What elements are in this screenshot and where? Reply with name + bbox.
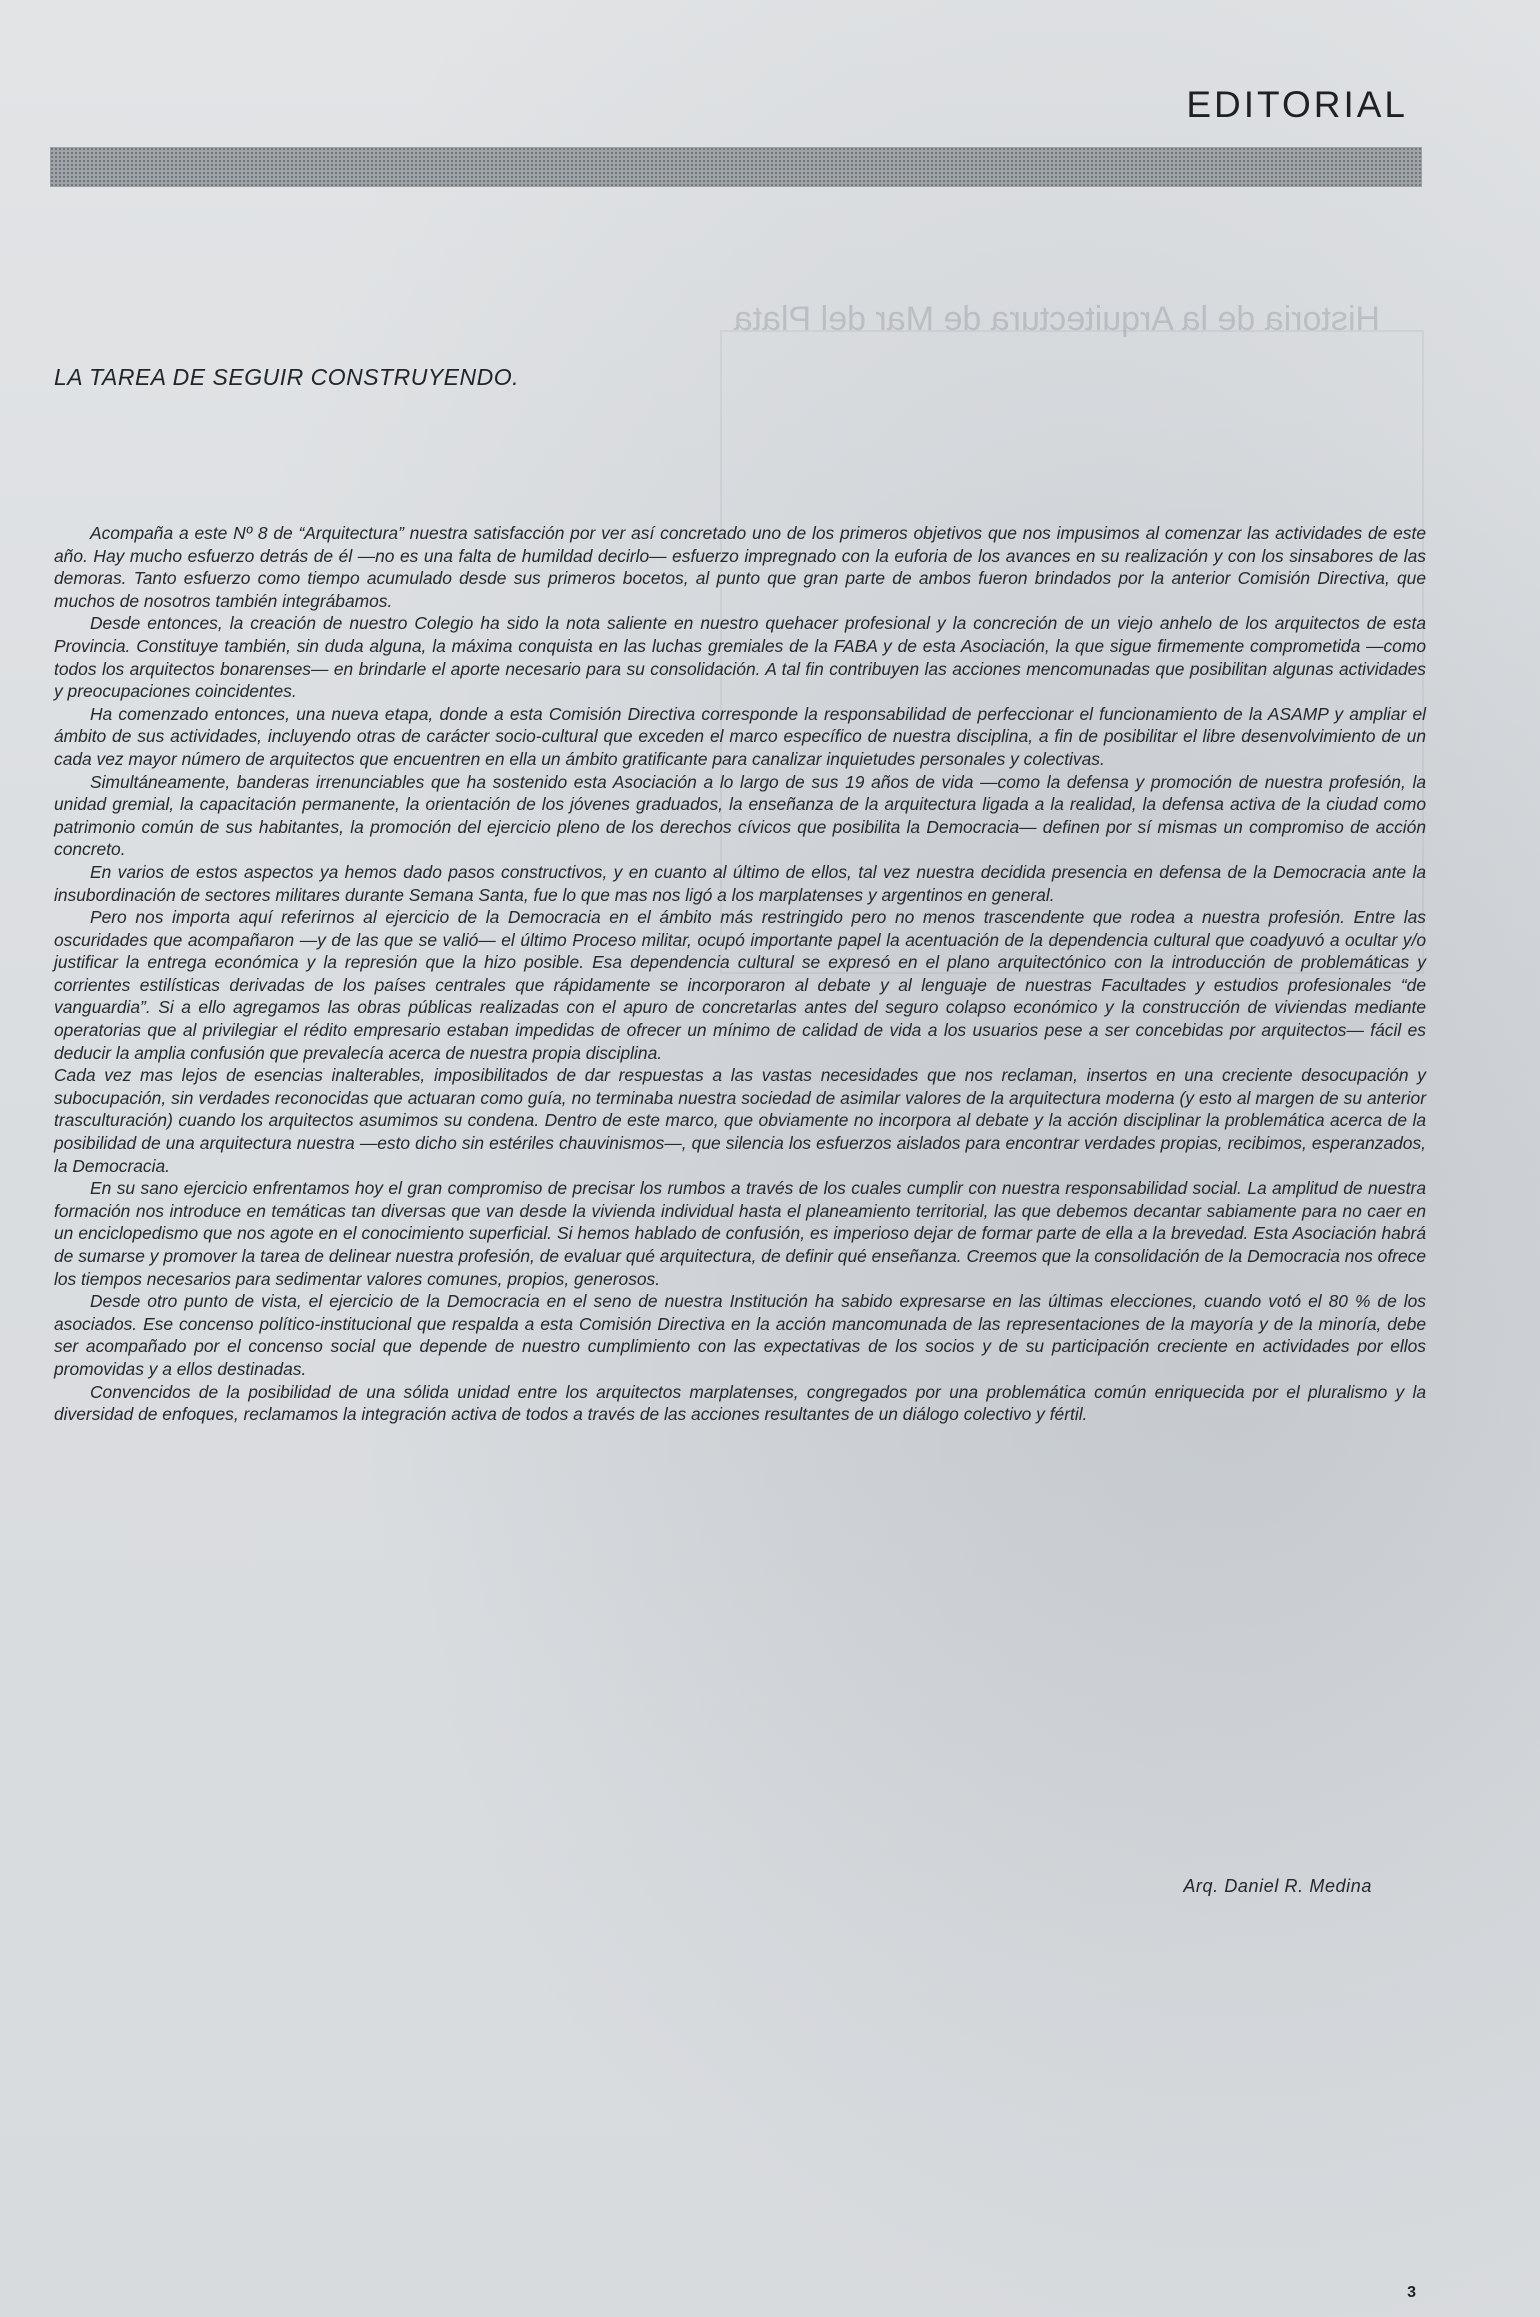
show-through-heading: Historia de la Arquitectura de Mar del Plata (733, 300, 1380, 338)
body-paragraph: Simultáneamente, banderas irrenunciables que ha sostenido esta Asociación a lo largo de sus 19 años de vida —como la defensa y promoción de nuestra profesión, la unidad gremial, la capacitación permanente, la orientación de los jóvenes graduados, la enseñanza de la arquitectura ligada a la realidad, la defensa activa de la ciudad como patrimonio común de sus habitantes, la promoción del ejercicio pleno de los derechos cívicos que posibilita la Democracia— definen por sí mismas un compromiso de acción concreto. (54, 771, 1426, 860)
article-title: LA TAREA DE SEGUIR CONSTRUYENDO. (54, 364, 519, 390)
body-paragraph: En su sano ejercicio enfrentamos hoy el gran compromiso de precisar los rumbos a través de los cuales cumplir con nuestra responsabilidad social. La amplitud de nuestra formación nos introduce en temáticas tan diversas que van desde la vivienda individual hasta el planeamiento territorial, las que debemos decantar sabiamente para no caer en un enciclopedismo que nos agote en el conocimiento superficial. Si hemos hablado de confusión, es imperioso dejar de formar parte de ella a la brevedad. Esta Asociación habrá de sumarse y promover la tarea de delinear nuestra profesión, de evaluar qué arquitectura, de definir qué enseñanza. Creemos que la consolidación de la Democracia nos ofrece los tiempos necesarios para sedimentar valores comunes, propios, generosos. (54, 1178, 1426, 1289)
body-paragraph: Convencidos de la posibilidad de una sólida unidad entre los arquitectos marplatenses, congregados por una problemática común enriquecida por el pluralismo y la diversidad de enfoques, reclamamos la integración activa de todos a través de las acciones resultantes de un diálogo colectivo y fértil. (54, 1381, 1426, 1425)
section-title: EDITORIAL (1186, 84, 1408, 125)
author-signature: Arq. Daniel R. Medina (1183, 1876, 1372, 1896)
body-paragraph: Desde otro punto de vista, el ejercicio de la Democracia en el seno de nuestra Institución ha sabido expresarse en las últimas elecciones, cuando votó el 80 % de los asociados. Ese concenso político-institucional que respalda a esta Comisión Directiva en la acción mancomunada de las representaciones de la mayoría y de la minoría, debe ser acompañado por el concenso social que depende de nuestro cumplimiento con las expectativas de los socios y de su participación creciente en actividades por ellos promovidas y a ellos destinadas. (54, 1291, 1426, 1379)
body-paragraph: En varios de estos aspectos ya hemos dado pasos constructivos, y en cuanto al último de ellos, tal vez nuestra decidida presencia en defensa de la Democracia ante la insubordinación de sectores militares durante Semana Santa, fue lo que mas nos ligó a los marplatenses y argentinos en general. (54, 861, 1426, 905)
body-paragraph: Desde entonces, la creación de nuestro Colegio ha sido la nota saliente en nuestro quehacer profesional y la concreción de un viejo anhelo de los arquitectos de esta Provincia. Constituye también, sin duda alguna, la máxima conquista en las luchas gremiales de la FABA y de esta Asociación, la que sigue firmemente comprometida —como todos los arquitectos bonarenses— en brindarle el aporte necesario para su consolidación. A tal fin contribuyen las acciones mencomunadas que posibilitan algunas actividades y preocupaciones coincidentes. (54, 613, 1426, 702)
article-body (54, 522, 1426, 1426)
body-paragraph: Cada vez mas lejos de esencias inalterables, imposibilitados de dar respuestas a las vastas necesidades que nos reclaman, insertos en una creciente desocupación y subocupación, sin verdades reconocidas que actuaran como guía, no terminaba nuestra sociedad de asimilar valores de la arquitectura moderna (y esto al margen de su anterior trasculturación) cuando los arquitectos asumimos su condena. Dentro de este marco, que obviamente no incorpora al debate y la acción disciplinar la problemática acerca de la posibilidad de una arquitectura nuestra —esto dicho sin estériles chauvinismos—, que silencia los esfuerzos aislados para encontrar verdades propias, recibimos, esperanzados, la Democracia. (54, 1065, 1426, 1176)
body-paragraph: Acompaña a este Nº 8 de “Arquitectura” nuestra satisfacción por ver así concretado uno de los primeros objetivos que nos impusimos al comenzar las actividades de este año. Hay mucho esfuerzo detrás de él —no es una falta de humildad decirlo— esfuerzo impregnado con la euforia de los avances en su realización y con los sinsabores de las demoras. Tanto esfuerzo como tiempo acumulado desde sus primeros bocetos, al punto que gran parte de ambos fueron brindados por la anterior Comisión Directiva, que muchos de nosotros también integrábamos. (54, 523, 1426, 611)
page-number: 3 (1407, 2284, 1416, 2301)
body-paragraph: Pero nos importa aquí referirnos al ejercicio de la Democracia en el ámbito más restringido pero no menos trascendente que rodea a nuestra profesión. Entre las oscuridades que acompañaron —y de las que se valió— el último Proceso militar, ocupó importante papel la acentuación de la dependencia cultural que coadyuvó a ocultar y/o justificar la entrega económica y la represión que la hizo posible. Esa dependencia cultural se expresó en el plano arquitectónico con la introducción de problemáticas y corrientes estilísticas derivadas de los países centrales que rápidamente se incorporaron al debate y al lenguaje de nuestras Facultades y estudios profesionales “de vanguardia”. Si a ello agregamos las obras públicas realizadas con el apuro de concretarlas antes del seguro colapso económico y la construcción de viviendas mediante operatorias que al privilegiar el rédito empresario estaban impedidas de ofrecer un mínimo de calidad de vida a los usuarios pese a ser concebidas por arquitectos— fácil es deducir la amplia confusión que prevalecía acerca de nuestra propia disciplina. (54, 907, 1426, 1063)
header-halftone-band (50, 147, 1422, 187)
body-paragraph: Ha comenzado entonces, una nueva etapa, donde a esta Comisión Directiva corresponde la responsabilidad de perfeccionar el funcionamiento de la ASAMP y ampliar el ámbito de sus actividades, incluyendo otras de carácter socio-cultural que exceden el marco específico de nuestra disciplina, a fin de posibilitar el libre desenvolvimiento de un cada vez mayor número de arquitectos que encuentren en ella un ámbito gratificante para canalizar inquietudes personales y colectivas. (54, 703, 1426, 769)
